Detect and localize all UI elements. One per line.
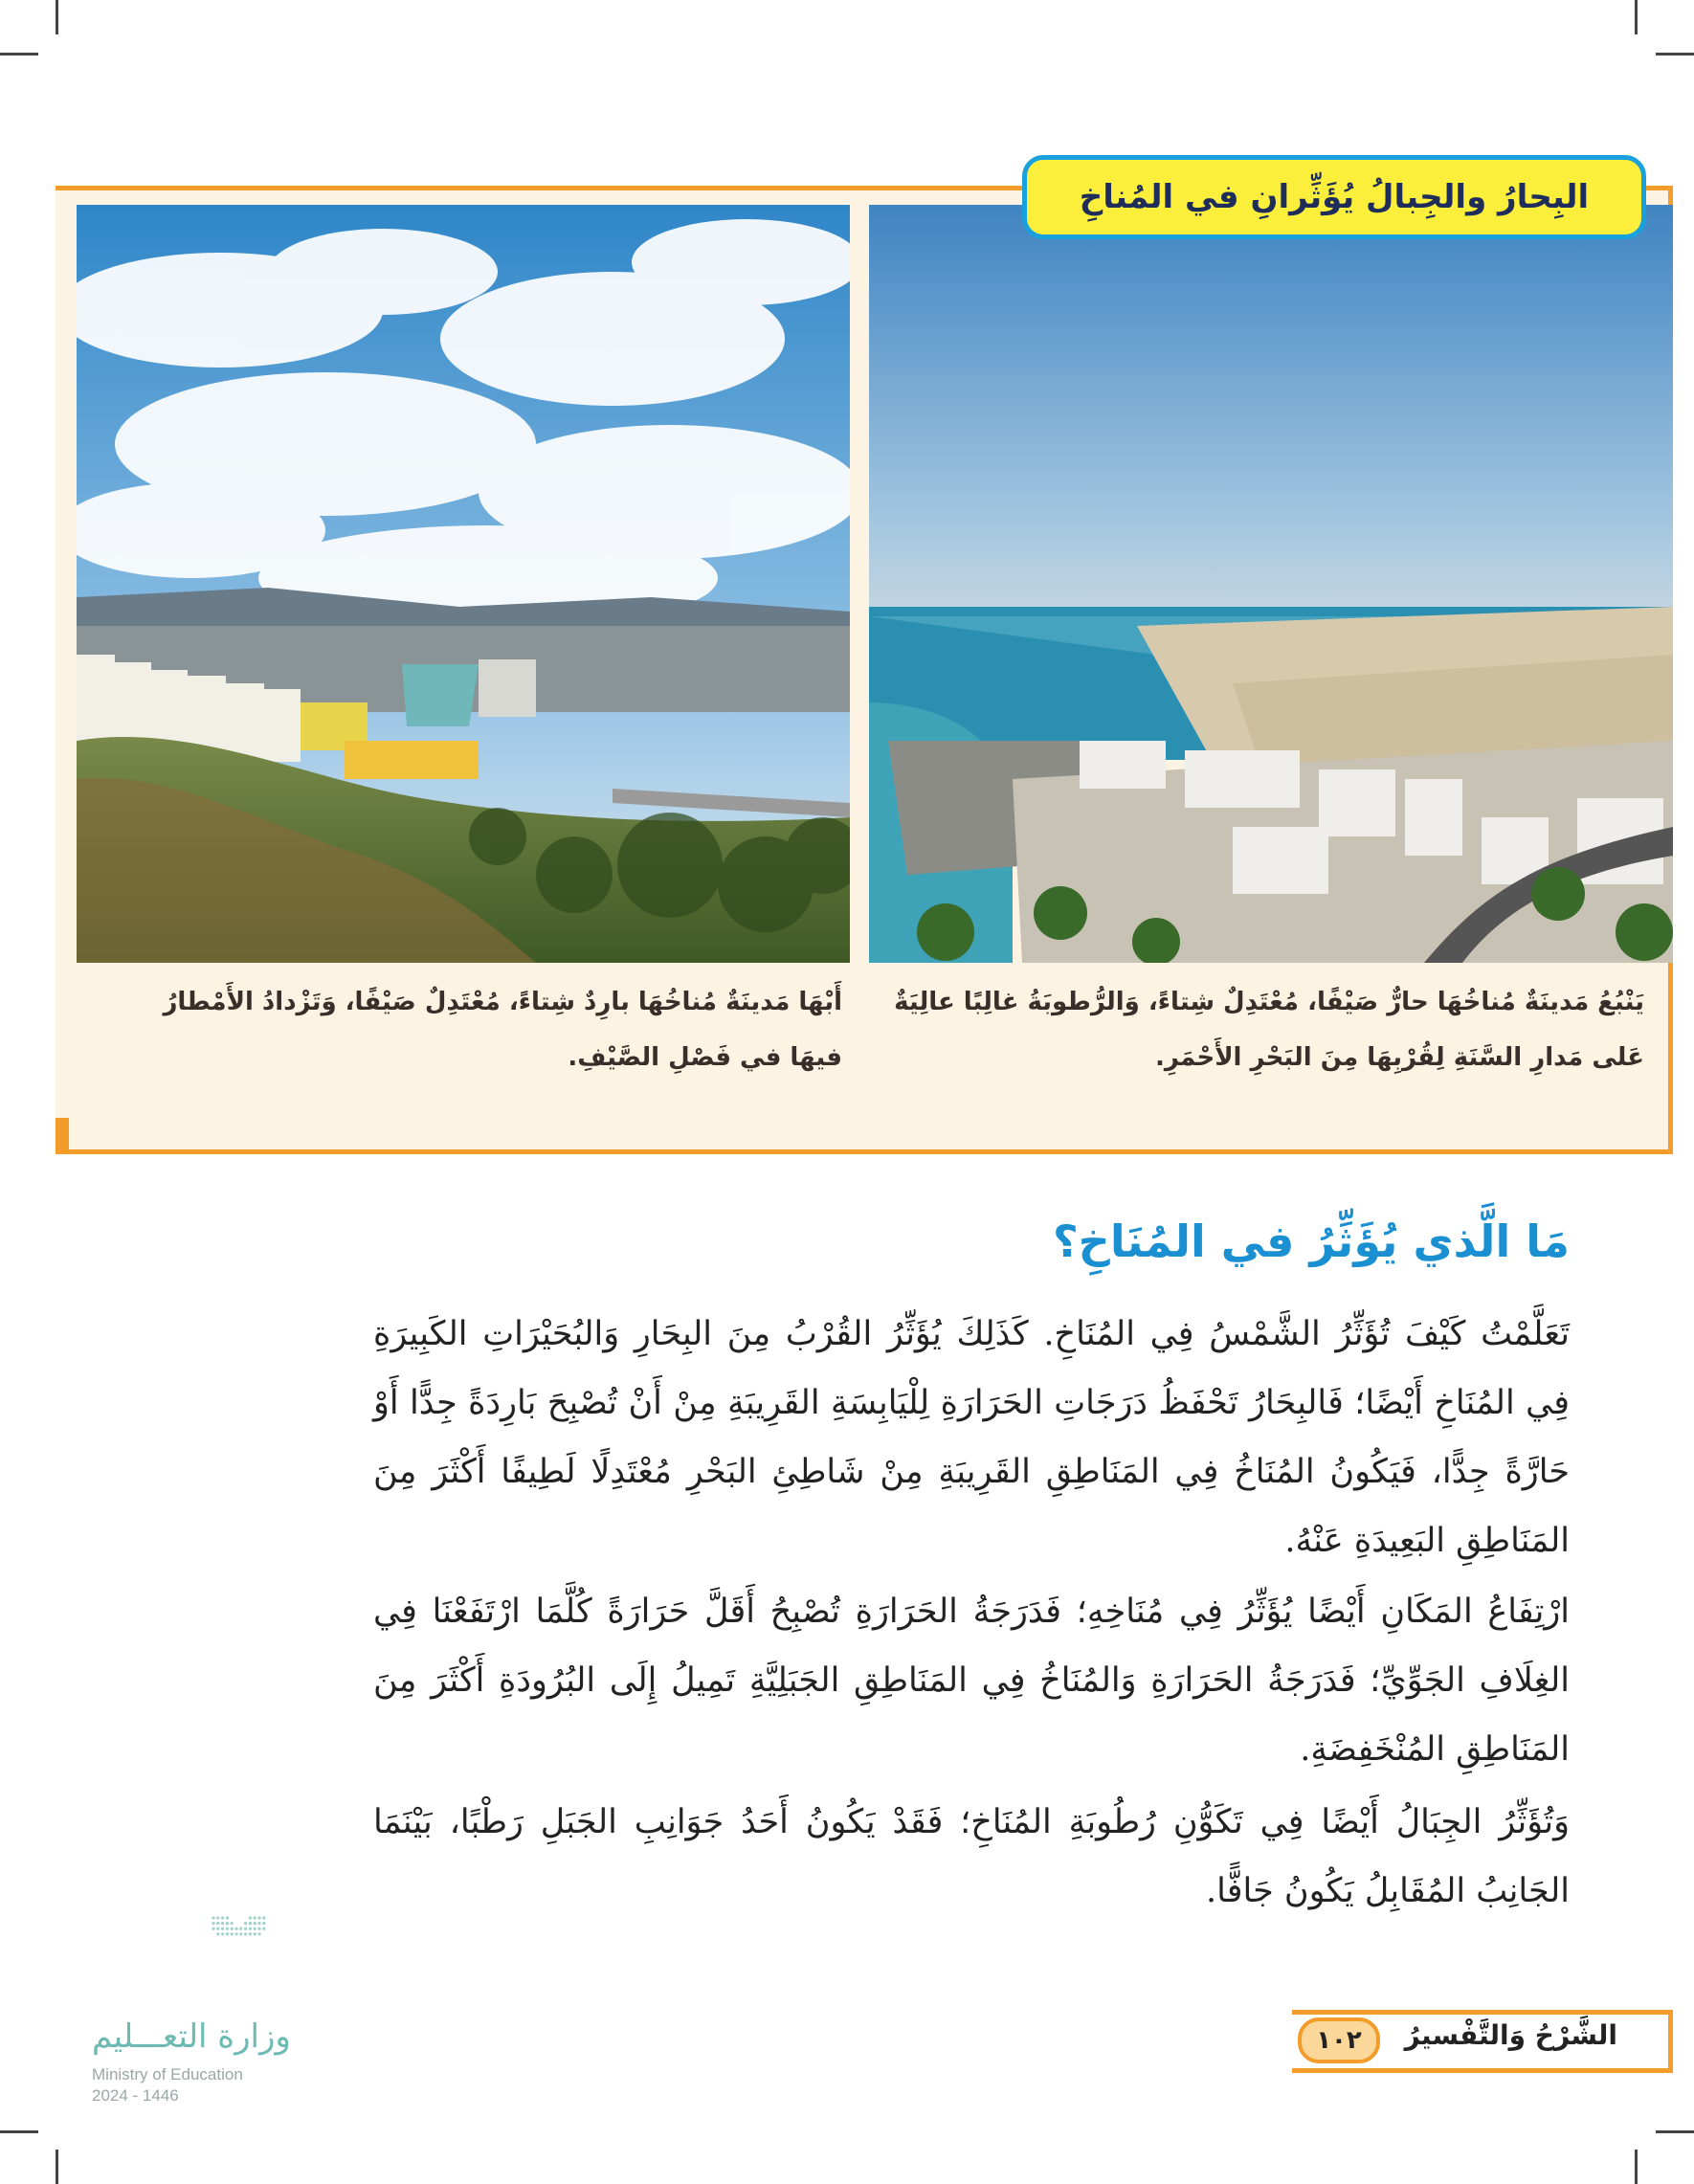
feature-title: البِحارُ والجِبالُ يُؤَثِّرانِ في المُناخِ (1022, 155, 1646, 239)
mountain-city-photo-icon (77, 205, 850, 963)
paragraph: وَتُؤَثِّرُ الجِبَالُ أَيْضًا فِي تَكَوُّنِ رُطُوبَةِ المُنَاخِ؛ فَقَدْ يَكُونُ أَحَدُ جَوَانِبِ الجَبَلِ رَطْبًا، بَيْنَمَا الجَانِبُ المُقَابِلُ يَكُونُ جَافًّا. (373, 1803, 1570, 1910)
crop-mark (0, 2130, 38, 2133)
crop-mark (0, 53, 38, 56)
crop-mark (1635, 0, 1638, 34)
crop-mark (1635, 2150, 1638, 2184)
crop-mark (1656, 53, 1694, 56)
paragraph: تَعَلَّمْتُ كَيْفَ تُؤَثِّرُ الشَّمْسُ فِي المُنَاخِ. كَذَلِكَ يُؤَثِّرُ القُرْبُ مِنَ البِحَارِ وَالبُحَيْرَاتِ الكَبِيرَةِ فِي المُنَاخِ أَيْضًا؛ فَالبِحَارُ تَحْفَظُ دَرَجَاتِ الحَرَارَةِ لِلْيَابِسَةِ القَرِيبَةِ مِنْ أَنْ تُصْبِحَ بَارِدَةً جِدًّا أَوْ حَارَّةً جِدًّا، فَيَكُونُ المُنَاخُ فِي المَنَاطِقِ القَرِيبَةِ مِنْ شَاطِئِ البَحْرِ مُعْتَدِلًا لَطِيفًا أَكْثَرَ مِنَ المَنَاطِقِ البَعِيدَةِ عَنْهُ. (373, 1315, 1570, 1560)
abha-photo (77, 205, 850, 963)
yanbu-photo (869, 205, 1673, 963)
ministry-logo-icon (92, 1914, 369, 1972)
crop-mark (1656, 2130, 1694, 2133)
paragraph: ارْتِفَاعُ المَكَانِ أَيْضًا يُؤَثِّرُ فِي مُنَاخِهِ؛ فَدَرَجَةُ الحَرَارَةِ تُصْبِحُ أَقَلَّ حَرَارَةً كُلَّمَا ارْتَفَعْنَا فِي الغِلَافِ الجَوِّيِّ؛ فَدَرَجَةُ الحَرَارَةِ وَالمُنَاخُ فِي المَنَاطِقِ الجَبَلِيَّةِ تَمِيلُ إِلَى البُرُودَةِ أَكْثَرَ مِنَ المَنَاطِقِ المُنْخَفِضَةِ. (373, 1593, 1570, 1769)
page-number: ١٠٢ (1298, 2017, 1380, 2063)
crop-mark (56, 0, 58, 34)
crop-mark (56, 2150, 58, 2184)
ministry-name-english: Ministry of Education (92, 2065, 243, 2084)
yanbu-caption: يَنْبُعُ مَدينَةٌ مُناخُهَا حارٌّ صَيْفًا، مُعْتَدِلٌ شِتاءً، وَالرُّطوبَةُ غالِبًا عالِيَةٌ عَلى مَدارِ السَّنَةِ لِقُرْبِهَا مِنَ البَحْرِ الأَحْمَرِ. (894, 988, 1644, 1072)
abha-caption: أَبْهَا مَدينَةٌ مُناخُهَا بارِدٌ شِتاءً، مُعْتَدِلٌ صَيْفًا، وَتَزْدادُ الأَمْطارُ فيهَا في فَصْلِ الصَّيْفِ. (163, 988, 842, 1072)
ministry-year: 2024 - 1446 (92, 2086, 179, 2105)
ministry-name-arabic: وزارة التعـــليم (92, 2017, 291, 2056)
footer-section-label: الشَّرْحُ وَالتَّفْسيرُ (1404, 2019, 1617, 2051)
feature-box-edge (56, 1118, 69, 1154)
section-heading: مَا الَّذي يُؤَثِّرُ في المُنَاخِ؟ (1052, 1215, 1570, 1267)
coastal-city-photo-icon (869, 205, 1673, 963)
